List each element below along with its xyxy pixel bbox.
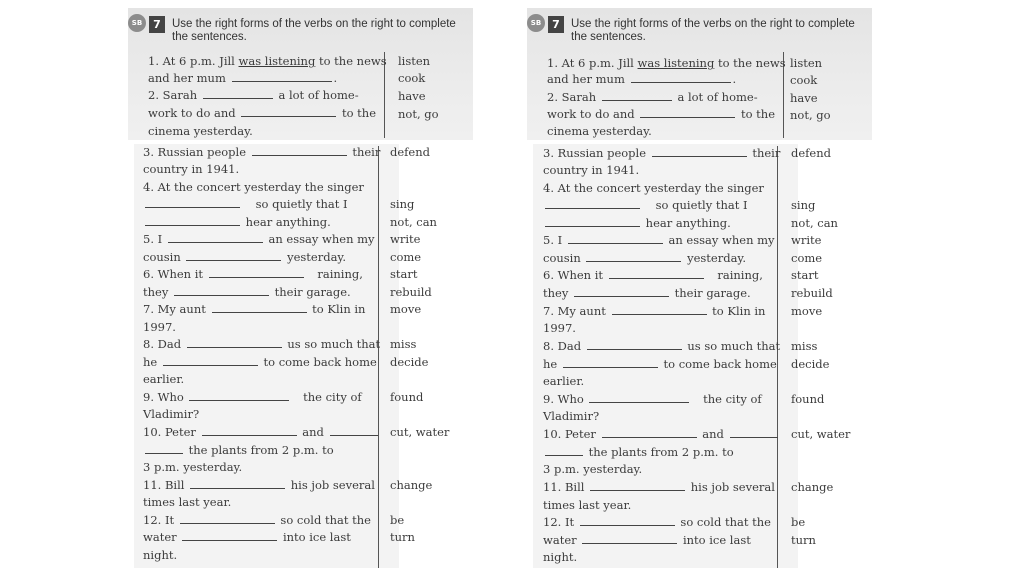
answer-blank [252,146,347,156]
answer-blank [186,251,281,261]
answer-blank [568,234,663,244]
sentence-line: he to come back home [543,357,777,371]
sentence-line: work to do and to the [148,106,377,120]
sentence-line: times last year. [143,495,232,509]
answer-blank [609,269,704,279]
sentence-line: cousin yesterday. [543,251,747,265]
sentence-line: water into ice last [143,530,351,544]
sentence-line: 11. Bill his job several [143,478,375,492]
sentence-line: they their garage. [143,285,351,299]
answer-blank [187,338,282,348]
sentence-line: 7. My aunt to Klin in [143,302,366,316]
verb-hint: be [390,513,405,527]
sentence-line: the plants from 2 p.m. to [543,445,734,459]
sentence-line: 4. At the concert yesterday the singer [143,180,364,194]
sentence-line: 11. Bill his job several [543,480,775,494]
answer-blank [582,534,677,544]
verb-hint: turn [390,530,415,544]
sentence-line: 8. Dad us so much that [143,337,381,351]
answer-blank [612,305,707,315]
sentence-line: water into ice last [543,533,751,547]
verb-hint: cook [398,71,426,85]
column-divider [777,146,778,568]
sentence-line: 12. It so cold that the [143,513,371,527]
sentence-line: country in 1941. [543,163,640,177]
verb-hint: listen [790,56,823,70]
sentence-line: 1997. [143,320,176,334]
answer-blank [209,268,304,278]
verb-hint: have [398,89,426,103]
verb-hint: decide [390,355,429,369]
sentence-line: 10. Peter and [543,427,780,441]
student-book-icon: SB [128,14,146,32]
verb-hint: sing [390,197,415,211]
verb-hint: not, go [398,107,439,121]
sentence-line: 3 p.m. yesterday. [143,460,243,474]
instruction-text: Use the right forms of the verbs on the right to complete the sentences. [571,18,855,43]
verb-hint: not, can [390,215,437,229]
answer-blank [145,216,240,226]
verb-hint: have [790,91,818,105]
sentence-line: 2. Sarah a lot of home- [547,90,758,104]
verb-hint: defend [791,146,831,160]
sentence-line: work to do and to the [547,107,776,121]
exercise-number: 7 [548,16,564,33]
example-answer: was listening [637,56,715,70]
verb-hint: turn [791,533,816,547]
sentence-line: 7. My aunt to Klin in [543,304,766,318]
sentence-line: so quietly that I [543,198,748,212]
sentence-line: 1997. [543,321,576,335]
answer-blank [180,514,275,524]
verb-hint: be [791,515,806,529]
sentence-line: 3 p.m. yesterday. [543,462,643,476]
sentence-line: they their garage. [543,286,751,300]
verb-hint: start [791,268,819,282]
sentence-line: 6. When it raining, [143,267,363,281]
verb-hint: miss [390,337,417,351]
verb-hint: come [791,251,823,265]
answer-blank [545,199,640,209]
sentence-line: 9. Who the city of [143,390,362,404]
answer-blank [602,91,672,101]
verb-hint: come [390,250,422,264]
answer-blank [545,446,583,456]
sentence-line: 5. I an essay when my [143,232,375,246]
answer-blank [563,358,658,368]
sentence-line: 6. When it raining, [543,268,763,282]
answer-blank [590,481,685,491]
answer-blank [163,356,258,366]
answer-blank [602,428,697,438]
answer-blank [545,217,640,227]
answer-blank [580,516,675,526]
sentence-line: night. [543,550,578,564]
verb-hint: cut, water [390,425,450,439]
answer-blank [174,286,269,296]
sentence-line: and her mum . [547,72,737,86]
worksheet-left [128,8,473,568]
sentence-line: the plants from 2 p.m. to [143,443,334,457]
answer-blank [189,391,289,401]
answer-blank [145,444,183,454]
answer-blank [640,108,735,118]
answer-blank [574,287,669,297]
verb-hint: decide [791,357,830,371]
verb-hint: defend [390,145,430,159]
sentence-line: earlier. [143,372,185,386]
sentence-line: 3. Russian people their [543,146,781,160]
verb-hint: rebuild [791,286,833,300]
verb-hint: sing [791,198,816,212]
student-book-icon: SB [527,14,545,32]
sentence-line: he to come back home [143,355,377,369]
answer-blank [202,426,297,436]
answer-blank [190,479,285,489]
answer-blank [586,252,681,262]
answer-blank [631,73,731,83]
verb-hint: rebuild [390,285,432,299]
instruction-text: Use the right forms of the verbs on the right to complete the sentences. [172,18,456,43]
sentence-line: 4. At the concert yesterday the singer [543,181,764,195]
sentence-line: 9. Who the city of [543,392,762,406]
verb-hint: found [390,390,424,404]
sentence-line: 5. I an essay when my [543,233,775,247]
sentence-line: cinema yesterday. [547,124,652,138]
verb-hint: write [791,233,822,247]
answer-blank [145,198,240,208]
verb-hint: cut, water [791,427,851,441]
sentence-line: times last year. [543,498,632,512]
sentence-line: 3. Russian people their [143,145,381,159]
verb-hint: start [390,267,418,281]
answer-blank [589,393,689,403]
sentence-line: 1. At 6 p.m. Jill was listening to the news [547,56,786,70]
answer-blank [730,428,778,438]
answer-blank [241,107,336,117]
sentence-line: 12. It so cold that the [543,515,771,529]
verb-hint: move [791,304,823,318]
verb-hint: change [390,478,433,492]
verb-hint: move [390,302,422,316]
verb-hint: change [791,480,834,494]
sentence-line: and her mum . [148,71,338,85]
answer-blank [168,233,263,243]
sentence-line: hear anything. [543,216,731,230]
sentence-line: hear anything. [143,215,331,229]
verb-hint: write [390,232,421,246]
verb-hint: not, go [790,108,831,122]
answer-blank [203,89,273,99]
verb-hint: not, can [791,216,838,230]
sentence-line: night. [143,548,178,562]
answer-blank [232,72,332,82]
sentence-line: so quietly that I [143,197,348,211]
verb-hint: cook [790,73,818,87]
worksheet-right [527,8,872,568]
sentence-line: cousin yesterday. [143,250,347,264]
answer-blank [652,147,747,157]
verb-hint: miss [791,339,818,353]
example-answer: was listening [238,54,316,68]
verb-hint: listen [398,54,431,68]
column-divider [378,146,379,568]
answer-blank [587,340,682,350]
sentence-line: country in 1941. [143,162,240,176]
sentence-line: 10. Peter and [143,425,380,439]
answer-blank [212,303,307,313]
exercise-number: 7 [149,16,165,33]
answer-blank [182,531,277,541]
sentence-line: 8. Dad us so much that [543,339,781,353]
sentence-line: 1. At 6 p.m. Jill was listening to the news [148,54,387,68]
sentence-line: Vladimir? [143,407,200,421]
answer-blank [330,426,378,436]
sentence-line: cinema yesterday. [148,124,253,138]
sentence-line: 2. Sarah a lot of home- [148,88,359,102]
verb-hint: found [791,392,825,406]
sentence-line: Vladimir? [543,409,600,423]
sentence-line: earlier. [543,374,585,388]
